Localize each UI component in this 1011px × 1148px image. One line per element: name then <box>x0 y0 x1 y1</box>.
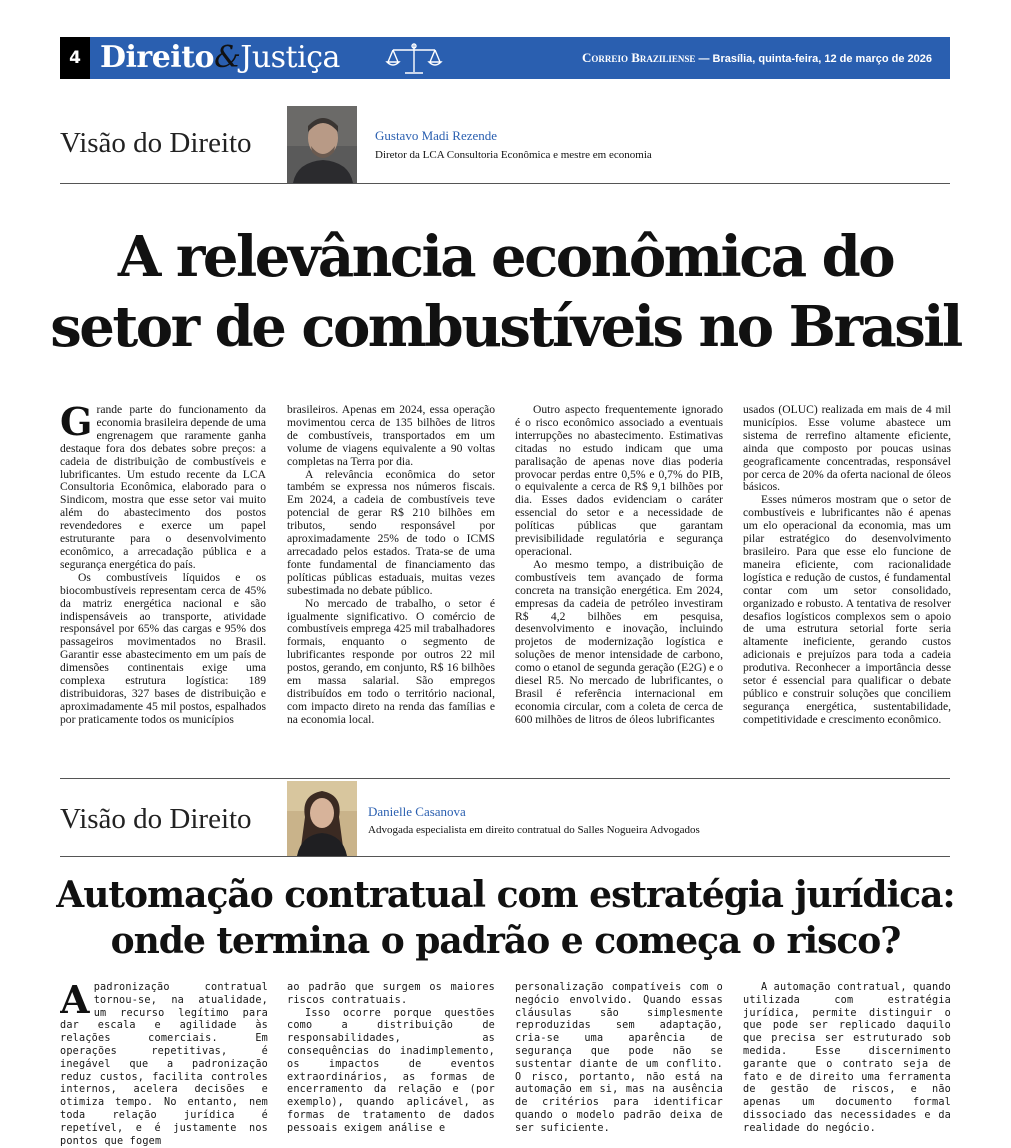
divider <box>60 856 950 857</box>
body-paragraph: padronização contratual tornou-se, na atualidade, um recurso legítimo para dar escala e agilidade às relações comerciais. Em operações repetitivas, é inegável que a padronização reduz custos, facilita controles internos, acelera decisões e otimiza tempo. No entanto, nem toda relação jurídica é repetível, e é justamente nos pontos que fogem <box>60 982 268 1147</box>
body-paragraph: Esses números mostram que o setor de combustíveis e lubrificantes não é apenas um elo operacional da economia, mas um pilar estratégico do desenvolvimento brasileiro. Para que esse elo funcione de maneira eficiente, com racionalidade logística e redução de custos, é fundamental contar com um setor consolidado, organizado e robusto. A tentativa de resolver desafios logísticos complexos sem o apoio de uma estrutura setorial forte seria altamente ineficiente, gerando custos adicionais e prejuízos para toda a cadeia produtiva. Reconhecer a importância desse setor é essencial para qualificar o debate público e construir soluções que conciliem segurança energética, sustentabilidade, competitividade e crescimento econômico. <box>743 493 951 726</box>
author-role: Diretor da LCA Consultoria Econômica e mestre em economia <box>375 149 652 161</box>
section-title-second: Justiça <box>240 40 340 75</box>
article-column <box>743 404 951 766</box>
author-name: Danielle Casanova <box>368 804 466 819</box>
author-photo <box>287 106 357 183</box>
publication-name: Correio Braziliense <box>582 50 696 65</box>
article-column <box>515 404 723 766</box>
divider <box>60 183 950 184</box>
drop-cap: G <box>60 404 93 444</box>
section-title-amp: & <box>214 40 241 75</box>
date-line: — Brasília, quinta-feira, 12 de março de 2026 <box>695 53 932 65</box>
article-column <box>287 982 495 1148</box>
body-paragraph: Os combustíveis líquidos e os biocombustíveis representam cerca de 45% da matriz energética nacional e são indispensáveis ao transporte, atividade responsável por 65% das cargas e 95% dos passageiros movimentados no Brasil. Garantir esse abastecimento em um país de dimensões continentais exige uma complexa estrutura logística: 189 distribuidoras, 327 bases de distribuição e aproximadamente 45 mil postos, espalhados por praticamente todos os municípios <box>60 570 266 726</box>
body-paragraph: rande parte do funcionamento da economia brasileira depende de uma engrenagem que raramente ganha destaque fora dos debates sobre preços: a cadeia de distribuição de combustíveis e lubrificantes. Um estudo recente da LCA Consultoria Econômica, elaborado para o Sindicom, mostra que esse setor vai muito além do abastecimento dos postos revendedores e exerce um papel estruturante para o desenvolvimento econômico, a arrecadação pública e a segurança energética do país. <box>60 404 266 571</box>
headline-line: setor de combustíveis no Brasil <box>50 294 961 360</box>
headline-line: Automação contratual com estratégia jurídica: <box>56 874 955 916</box>
article-column <box>287 404 495 766</box>
scales-of-justice-icon <box>385 42 443 76</box>
divider <box>60 778 950 779</box>
article-column <box>743 982 951 1148</box>
body-paragraph: Outro aspecto frequentemente ignorado é o risco econômico associado a eventuais interrupções no abastecimento. Estimativas citadas no estudo indicam que uma paralisação de apenas nove dias poderia provocar perdas entre 0,5% e 0,7% do PIB, o equivalente a cerca de R$ 9,1 bilhões por dia. Esses dados evidenciam o caráter essencial do setor e a necessidade de políticas públicas que garantam previsibilidade regulatória e segurança operacional. <box>515 404 723 558</box>
section-header <box>60 37 950 79</box>
drop-cap: A <box>60 982 90 1022</box>
body-paragraph: ao padrão que surgem os maiores riscos contratuais. <box>287 982 495 1006</box>
body-paragraph: brasileiros. Apenas em 2024, essa operação movimentou cerca de 135 bilhões de litros de combustíveis, transportados em um volume de viagens equivalente a 90 voltas completas na Terra por dia. <box>287 404 495 468</box>
headline-line: onde termina o padrão e começa o risco? <box>110 920 901 962</box>
body-paragraph: personalização compatíveis com o negócio envolvido. Quando essas cláusulas são simplesmente reproduzidas sem adaptação, cria-se uma aparência de segurança que pode não se sustentar diante de um conflito. O risco, portanto, não está na automação em si, mas na ausência de critérios para identificar quando o modelo padrão deixa de ser suficiente. <box>515 982 723 1134</box>
section-title-main: Direito <box>100 40 215 75</box>
headline <box>40 872 971 964</box>
body-paragraph: A relevância econômica do setor também se expressa nos números fiscais. Em 2024, a cadeia de combustíveis teve potencial de gerar R$ 210 bilhões em tributos, sendo responsável por aproximadamente 25% de todo o ICMS arrecadado pelos estados. Trata-se de uma fonte fundamental de financiamento das políticas públicas estaduais, muitas vezes subestimada no debate público. <box>287 467 495 597</box>
body-paragraph: No mercado de trabalho, o setor é igualmente significativo. O comércio de combustíveis emprega 425 mil trabalhadores formais, enquanto o segmento de lubrificantes responde por outros 22 mil postos, gerando, em conjunto, R$ 16 bilhões em massa salarial. São empregos distribuídos em todo o território nacional, com impacto direto na renda das famílias e na economia local. <box>287 596 495 726</box>
body-paragraph: Isso ocorre porque questões como a distribuição de responsabilidades, as consequências do inadimplemento, os impactos de eventos extraordinários, as formas de encerramento da relação e (por exemplo), quando aplicável, as formas de tratamento de dados pessoais exigem análise e <box>287 1007 495 1134</box>
header-dateline <box>582 37 932 80</box>
article-column <box>515 982 723 1148</box>
author-name: Gustavo Madi Rezende <box>375 128 498 143</box>
headline <box>40 222 971 362</box>
headline-line: A relevância econômica do <box>117 224 894 290</box>
body-paragraph: A automação contratual, quando utilizada com estratégia jurídica, permite distinguir o que pode ser replicado daquilo que precisa ser estruturado sob medida. Esse discernimento garante que o contrato seja de fato e de direito uma ferramenta de gestão de riscos, e não apenas um documento formal dissociado das necessidades e da realidade do negócio. <box>743 982 951 1134</box>
author-photo <box>287 781 357 856</box>
page-number: 4 <box>60 37 90 79</box>
article-column <box>60 982 268 1148</box>
column-label: Visão do Direito <box>60 803 252 835</box>
article-column <box>60 404 266 766</box>
column-label: Visão do Direito <box>60 127 252 159</box>
section-title <box>100 39 340 77</box>
author-role: Advogada especialista em direito contratual do Salles Nogueira Advogados <box>368 824 700 836</box>
body-paragraph: usados (OLUC) realizada em mais de 4 mil municípios. Esse volume abastece um sistema de rerrefino altamente eficiente, ainda que composto por poucas usinas geograficamente concentradas, responsável por cerca de 20% da oferta nacional de óleos básicos. <box>743 404 951 494</box>
body-paragraph: Ao mesmo tempo, a distribuição de combustíveis tem avançado de forma concreta na transição energética. Em 2024, empresas da cadeia de petróleo investiram R$ 4,2 bilhões em pesquisa, desenvolvimento e inovação, incluindo projetos de modernização logística e soluções de menor intensidade de carbono, como o etanol de segunda geração (E2G) e o diesel R5. No mercado de lubrificantes, o Brasil é referência internacional em economia circular, com a coleta de cerca de 600 milhões de litros de óleos lubrificantes <box>515 557 723 726</box>
